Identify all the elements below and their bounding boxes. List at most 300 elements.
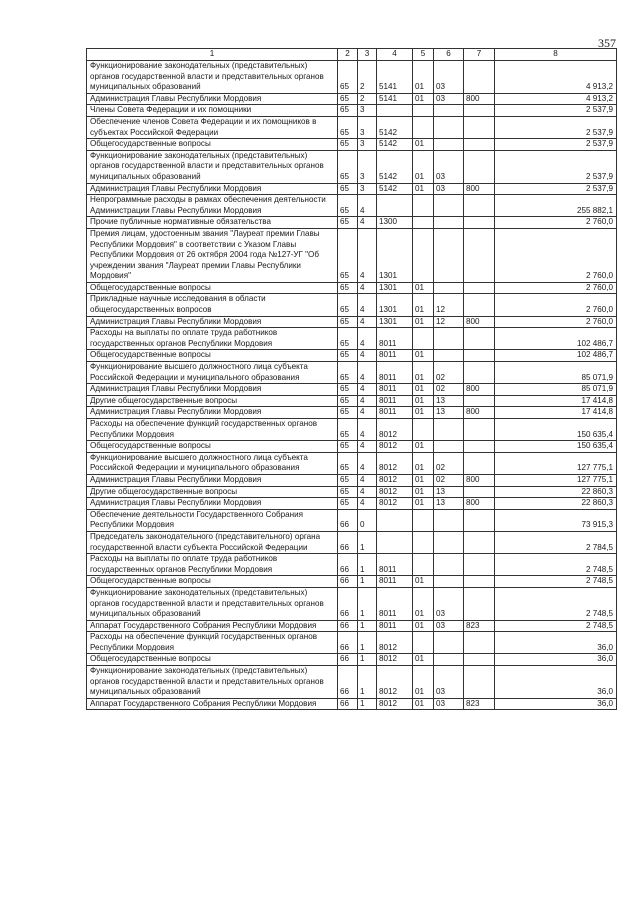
code-article: 8011 <box>377 587 413 620</box>
column-header: 5 <box>413 49 434 61</box>
code-ministry: 65 <box>338 395 358 407</box>
code-program: 1 <box>358 620 377 632</box>
code-subsection: 03 <box>434 587 464 620</box>
code-program: 1 <box>358 531 377 553</box>
row-name: Обеспечение членов Совета Федерации и их помощников в субъектах Российской Федерации <box>87 116 338 138</box>
code-article: 5142 <box>377 116 413 138</box>
row-amount: 127 775,1 <box>495 452 617 474</box>
code-program: 1 <box>358 554 377 576</box>
code-program: 2 <box>358 93 377 105</box>
code-program: 4 <box>358 486 377 498</box>
code-recipient: 800 <box>464 407 495 419</box>
table-row <box>87 93 617 105</box>
code-article: 8012 <box>377 666 413 699</box>
code-recipient <box>464 217 495 229</box>
code-program: 4 <box>358 228 377 282</box>
code-ministry: 66 <box>338 620 358 632</box>
table-row <box>87 316 617 328</box>
code-program: 1 <box>358 666 377 699</box>
table-row <box>87 282 617 294</box>
row-amount: 2 784,5 <box>495 531 617 553</box>
code-section <box>413 116 434 138</box>
code-section: 01 <box>413 474 434 486</box>
code-article: 8012 <box>377 654 413 666</box>
row-amount: 85 071,9 <box>495 362 617 384</box>
code-ministry: 65 <box>338 474 358 486</box>
code-article: 8012 <box>377 474 413 486</box>
code-program: 4 <box>358 282 377 294</box>
row-name: Прочие публичные нормативные обязательства <box>87 217 338 229</box>
code-ministry: 65 <box>338 116 358 138</box>
code-section: 01 <box>413 61 434 94</box>
code-program: 4 <box>358 384 377 396</box>
code-ministry: 65 <box>338 441 358 453</box>
code-ministry: 66 <box>338 654 358 666</box>
row-amount: 2 760,0 <box>495 316 617 328</box>
code-recipient <box>464 228 495 282</box>
row-amount: 2 537,9 <box>495 116 617 138</box>
table-row <box>87 576 617 588</box>
code-ministry: 66 <box>338 666 358 699</box>
code-program: 4 <box>358 294 377 316</box>
code-ministry: 66 <box>338 587 358 620</box>
code-program: 3 <box>358 150 377 183</box>
code-ministry: 65 <box>338 139 358 151</box>
code-subsection: 03 <box>434 150 464 183</box>
code-program: 4 <box>358 407 377 419</box>
code-subsection: 13 <box>434 486 464 498</box>
code-section: 01 <box>413 576 434 588</box>
code-recipient <box>464 486 495 498</box>
code-section <box>413 195 434 217</box>
code-subsection: 02 <box>434 362 464 384</box>
row-name: Другие общегосударственные вопросы <box>87 395 338 407</box>
code-recipient <box>464 419 495 441</box>
code-recipient <box>464 350 495 362</box>
code-section <box>413 217 434 229</box>
column-header: 4 <box>377 49 413 61</box>
row-amount: 150 635,4 <box>495 441 617 453</box>
code-ministry: 66 <box>338 509 358 531</box>
row-name: Функционирование законодательных (представительных) органов государственной власти и представительных органов муниципальных образований <box>87 61 338 94</box>
row-name: Премия лицам, удостоенным звания "Лауреат премии Главы Республики Мордовия" в соответствии с Указом Главы Республики Мордовия от 26 октября 2004 года №127-УГ "Об учреждении звания "Лауреат премии Главы Республики Мордовия" <box>87 228 338 282</box>
code-program: 3 <box>358 183 377 195</box>
code-ministry: 65 <box>338 61 358 94</box>
code-section: 01 <box>413 395 434 407</box>
row-name: Расходы на обеспечение функций государственных органов Республики Мордовия <box>87 632 338 654</box>
code-recipient: 800 <box>464 384 495 396</box>
code-subsection <box>434 509 464 531</box>
code-program: 3 <box>358 105 377 117</box>
code-recipient <box>464 441 495 453</box>
table-row <box>87 217 617 229</box>
row-amount: 2 748,5 <box>495 620 617 632</box>
row-name: Общегосударственные вопросы <box>87 654 338 666</box>
code-recipient: 823 <box>464 698 495 710</box>
table-body <box>87 61 617 710</box>
code-subsection: 03 <box>434 666 464 699</box>
code-section: 01 <box>413 384 434 396</box>
code-article: 8012 <box>377 452 413 474</box>
page-number: 357 <box>598 36 616 50</box>
code-section: 01 <box>413 666 434 699</box>
code-program: 4 <box>358 350 377 362</box>
code-recipient <box>464 576 495 588</box>
code-article: 1301 <box>377 228 413 282</box>
code-subsection <box>434 531 464 553</box>
code-recipient <box>464 294 495 316</box>
table-row <box>87 441 617 453</box>
row-name: Общегосударственные вопросы <box>87 139 338 151</box>
code-article: 1301 <box>377 282 413 294</box>
table-row <box>87 294 617 316</box>
code-subsection <box>434 654 464 666</box>
code-subsection <box>434 576 464 588</box>
table-row <box>87 620 617 632</box>
code-section: 01 <box>413 183 434 195</box>
column-header: 8 <box>495 49 617 61</box>
code-recipient <box>464 531 495 553</box>
row-amount: 2 748,5 <box>495 554 617 576</box>
code-ministry: 65 <box>338 93 358 105</box>
code-program: 4 <box>358 328 377 350</box>
column-header: 1 <box>87 49 338 61</box>
code-section: 01 <box>413 587 434 620</box>
column-header: 3 <box>358 49 377 61</box>
table-row <box>87 698 617 710</box>
row-amount: 2 760,0 <box>495 294 617 316</box>
code-program: 2 <box>358 61 377 94</box>
code-recipient <box>464 632 495 654</box>
code-recipient <box>464 150 495 183</box>
code-article: 8012 <box>377 441 413 453</box>
header-row <box>87 49 617 61</box>
table-row <box>87 554 617 576</box>
column-header: 6 <box>434 49 464 61</box>
code-recipient <box>464 554 495 576</box>
table-row <box>87 498 617 510</box>
table-row <box>87 116 617 138</box>
code-ministry: 65 <box>338 150 358 183</box>
code-subsection: 03 <box>434 698 464 710</box>
row-amount: 127 775,1 <box>495 474 617 486</box>
row-amount: 2 537,9 <box>495 105 617 117</box>
code-subsection: 02 <box>434 452 464 474</box>
code-program: 1 <box>358 632 377 654</box>
code-subsection: 02 <box>434 384 464 396</box>
code-program: 4 <box>358 362 377 384</box>
row-amount: 102 486,7 <box>495 350 617 362</box>
code-ministry: 65 <box>338 316 358 328</box>
code-subsection <box>434 105 464 117</box>
code-ministry: 65 <box>338 183 358 195</box>
code-ministry: 65 <box>338 328 358 350</box>
row-name: Расходы на обеспечение функций государственных органов Республики Мордовия <box>87 419 338 441</box>
code-program: 4 <box>358 217 377 229</box>
row-name: Расходы на выплаты по оплате труда работников государственных органов Республики Мордовия <box>87 554 338 576</box>
row-name: Функционирование законодательных (представительных) органов государственной власти и представительных органов муниципальных образований <box>87 666 338 699</box>
row-amount: 22 860,3 <box>495 486 617 498</box>
code-recipient <box>464 195 495 217</box>
code-recipient <box>464 116 495 138</box>
code-subsection: 03 <box>434 620 464 632</box>
table-row <box>87 407 617 419</box>
table-row <box>87 509 617 531</box>
table-row <box>87 195 617 217</box>
code-recipient <box>464 139 495 151</box>
table-row <box>87 61 617 94</box>
code-section: 01 <box>413 316 434 328</box>
code-ministry: 65 <box>338 195 358 217</box>
code-program: 3 <box>358 139 377 151</box>
row-amount: 255 882,1 <box>495 195 617 217</box>
code-ministry: 65 <box>338 228 358 282</box>
code-program: 1 <box>358 576 377 588</box>
code-section: 01 <box>413 294 434 316</box>
row-amount: 4 913,2 <box>495 93 617 105</box>
row-name: Общегосударственные вопросы <box>87 576 338 588</box>
code-subsection <box>434 441 464 453</box>
code-section: 01 <box>413 93 434 105</box>
row-amount: 4 913,2 <box>495 61 617 94</box>
code-ministry: 65 <box>338 217 358 229</box>
code-subsection <box>434 217 464 229</box>
row-name: Администрация Главы Республики Мордовия <box>87 183 338 195</box>
code-section <box>413 632 434 654</box>
code-article: 8012 <box>377 632 413 654</box>
code-recipient <box>464 587 495 620</box>
row-name: Администрация Главы Республики Мордовия <box>87 316 338 328</box>
code-section <box>413 554 434 576</box>
code-section: 01 <box>413 498 434 510</box>
table-row <box>87 474 617 486</box>
row-amount: 2 760,0 <box>495 228 617 282</box>
code-section: 01 <box>413 620 434 632</box>
code-article: 8011 <box>377 328 413 350</box>
code-subsection: 03 <box>434 183 464 195</box>
row-amount: 2 760,0 <box>495 217 617 229</box>
code-article <box>377 509 413 531</box>
row-name: Функционирование законодательных (представительных) органов государственной власти и представительных органов муниципальных образований <box>87 587 338 620</box>
row-name: Администрация Главы Республики Мордовия <box>87 384 338 396</box>
code-recipient: 800 <box>464 474 495 486</box>
code-recipient <box>464 654 495 666</box>
code-subsection <box>434 228 464 282</box>
code-subsection <box>434 328 464 350</box>
code-article: 8011 <box>377 384 413 396</box>
code-article: 8012 <box>377 486 413 498</box>
table-row <box>87 531 617 553</box>
code-article <box>377 531 413 553</box>
row-name: Администрация Главы Республики Мордовия <box>87 93 338 105</box>
budget-table <box>86 48 617 710</box>
code-article: 8011 <box>377 350 413 362</box>
column-header: 2 <box>338 49 358 61</box>
row-amount: 150 635,4 <box>495 419 617 441</box>
code-article: 5142 <box>377 183 413 195</box>
code-article: 5142 <box>377 150 413 183</box>
row-amount: 36,0 <box>495 654 617 666</box>
code-subsection <box>434 632 464 654</box>
code-section: 01 <box>413 407 434 419</box>
code-ministry: 66 <box>338 576 358 588</box>
code-article: 5142 <box>377 139 413 151</box>
code-program: 4 <box>358 395 377 407</box>
row-amount: 36,0 <box>495 698 617 710</box>
code-subsection <box>434 116 464 138</box>
code-recipient <box>464 452 495 474</box>
code-subsection: 02 <box>434 474 464 486</box>
code-ministry: 65 <box>338 419 358 441</box>
table-row <box>87 139 617 151</box>
code-ministry: 65 <box>338 407 358 419</box>
row-name: Общегосударственные вопросы <box>87 350 338 362</box>
code-section: 01 <box>413 150 434 183</box>
row-amount: 2 748,5 <box>495 587 617 620</box>
code-program: 0 <box>358 509 377 531</box>
code-program: 4 <box>358 195 377 217</box>
table-row <box>87 328 617 350</box>
table-row <box>87 350 617 362</box>
row-amount: 2 537,9 <box>495 139 617 151</box>
code-subsection: 12 <box>434 294 464 316</box>
code-article: 8012 <box>377 498 413 510</box>
code-subsection: 03 <box>434 61 464 94</box>
code-article: 5141 <box>377 93 413 105</box>
code-section <box>413 105 434 117</box>
code-article: 8011 <box>377 576 413 588</box>
code-article: 8011 <box>377 407 413 419</box>
code-ministry: 66 <box>338 531 358 553</box>
code-article: 1301 <box>377 294 413 316</box>
code-recipient <box>464 328 495 350</box>
code-program: 4 <box>358 441 377 453</box>
code-subsection: 12 <box>434 316 464 328</box>
row-amount: 2 760,0 <box>495 282 617 294</box>
row-amount: 36,0 <box>495 666 617 699</box>
table-row <box>87 150 617 183</box>
code-section: 01 <box>413 441 434 453</box>
code-section: 01 <box>413 139 434 151</box>
code-article <box>377 105 413 117</box>
row-amount: 17 414,8 <box>495 395 617 407</box>
row-amount: 17 414,8 <box>495 407 617 419</box>
code-section: 01 <box>413 698 434 710</box>
code-ministry: 65 <box>338 105 358 117</box>
row-name: Прикладные научные исследования в области общегосударственных вопросов <box>87 294 338 316</box>
table-row <box>87 105 617 117</box>
code-program: 3 <box>358 116 377 138</box>
row-name: Функционирование высшего должностного лица субъекта Российской Федерации и муниципального образования <box>87 452 338 474</box>
code-article: 8011 <box>377 620 413 632</box>
code-recipient <box>464 362 495 384</box>
table-row <box>87 419 617 441</box>
code-article: 1301 <box>377 316 413 328</box>
table-row <box>87 228 617 282</box>
code-section: 01 <box>413 350 434 362</box>
row-amount: 73 915,3 <box>495 509 617 531</box>
code-subsection <box>434 554 464 576</box>
code-article: 8012 <box>377 419 413 441</box>
code-section: 01 <box>413 362 434 384</box>
table-row <box>87 362 617 384</box>
code-ministry: 65 <box>338 452 358 474</box>
code-recipient: 800 <box>464 316 495 328</box>
row-amount: 22 860,3 <box>495 498 617 510</box>
code-recipient <box>464 282 495 294</box>
table-row <box>87 632 617 654</box>
code-ministry: 65 <box>338 282 358 294</box>
row-name: Общегосударственные вопросы <box>87 282 338 294</box>
code-ministry: 65 <box>338 384 358 396</box>
row-amount: 2 537,9 <box>495 150 617 183</box>
code-ministry: 65 <box>338 498 358 510</box>
code-recipient: 800 <box>464 183 495 195</box>
code-ministry: 65 <box>338 350 358 362</box>
code-ministry: 65 <box>338 486 358 498</box>
code-subsection <box>434 419 464 441</box>
code-subsection: 13 <box>434 395 464 407</box>
code-article <box>377 195 413 217</box>
row-name: Администрация Главы Республики Мордовия <box>87 407 338 419</box>
code-recipient: 800 <box>464 498 495 510</box>
code-section <box>413 228 434 282</box>
row-amount: 36,0 <box>495 632 617 654</box>
code-subsection <box>434 350 464 362</box>
row-name: Функционирование законодательных (представительных) органов государственной власти и представительных органов муниципальных образований <box>87 150 338 183</box>
code-article: 8012 <box>377 698 413 710</box>
code-program: 4 <box>358 316 377 328</box>
code-program: 1 <box>358 698 377 710</box>
code-article: 8011 <box>377 554 413 576</box>
row-name: Члены Совета Федерации и их помощники <box>87 105 338 117</box>
code-program: 4 <box>358 474 377 486</box>
code-article: 1300 <box>377 217 413 229</box>
code-article: 8011 <box>377 362 413 384</box>
code-ministry: 66 <box>338 698 358 710</box>
code-subsection <box>434 139 464 151</box>
code-section: 01 <box>413 452 434 474</box>
code-article: 8011 <box>377 395 413 407</box>
row-name: Функционирование высшего должностного лица субъекта Российской Федерации и муниципального образования <box>87 362 338 384</box>
code-subsection: 13 <box>434 498 464 510</box>
code-ministry: 65 <box>338 294 358 316</box>
code-program: 4 <box>358 498 377 510</box>
row-amount: 2 537,9 <box>495 183 617 195</box>
table-row <box>87 384 617 396</box>
code-section <box>413 328 434 350</box>
row-name: Аппарат Государственного Собрания Республики Мордовия <box>87 620 338 632</box>
row-name: Другие общегосударственные вопросы <box>87 486 338 498</box>
code-article: 5141 <box>377 61 413 94</box>
code-ministry: 66 <box>338 554 358 576</box>
code-ministry: 65 <box>338 362 358 384</box>
code-recipient <box>464 105 495 117</box>
column-header: 7 <box>464 49 495 61</box>
code-recipient <box>464 395 495 407</box>
table-row <box>87 587 617 620</box>
code-section: 01 <box>413 282 434 294</box>
row-name: Общегосударственные вопросы <box>87 441 338 453</box>
code-subsection <box>434 282 464 294</box>
table-row <box>87 452 617 474</box>
code-recipient: 823 <box>464 620 495 632</box>
row-amount: 2 748,5 <box>495 576 617 588</box>
code-section <box>413 509 434 531</box>
code-section: 01 <box>413 486 434 498</box>
code-ministry: 66 <box>338 632 358 654</box>
code-section <box>413 419 434 441</box>
